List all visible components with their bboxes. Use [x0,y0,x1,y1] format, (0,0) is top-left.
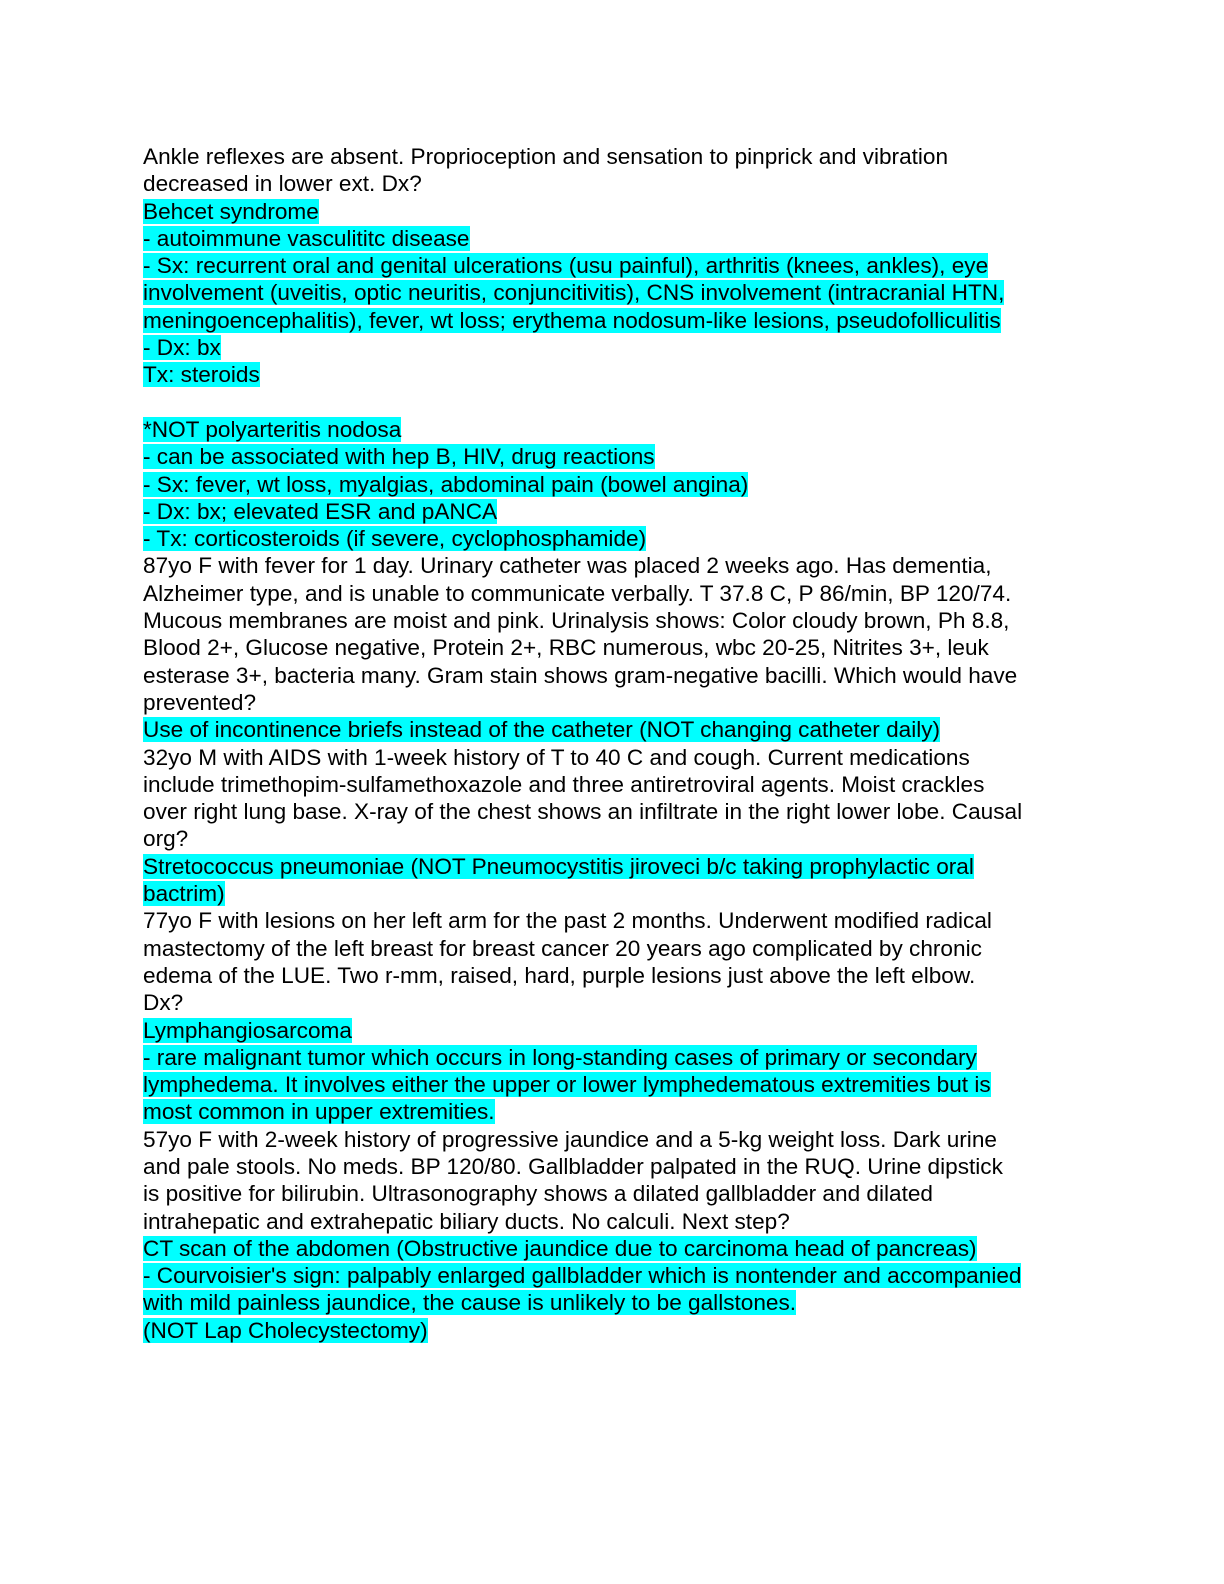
text-line [143,634,1083,661]
line-text: intrahepatic and extrahepatic biliary ducts. No calculi. Next step? [143,1208,790,1234]
text-line [143,1208,1083,1235]
line-text: include trimethopim-sulfamethoxazole and three antiretroviral agents. Moist crackles [143,771,985,797]
line-text: decreased in lower ext. Dx? [143,171,422,197]
text-line [143,689,1083,716]
line-text: and pale stools. No meds. BP 120/80. Gallbladder palpated in the RUQ. Urine dipstick [143,1153,1003,1179]
text-line [143,143,1083,170]
highlighted-text-line [143,1289,1083,1316]
line-text: with mild painless jaundice, the cause is unlikely to be gallstones. [143,1290,797,1316]
line-text: - Courvoisier's sign: palpably enlarged gallbladder which is nontender and accompanied [143,1263,1022,1289]
line-text: Stretococcus pneumoniae (NOT Pneumocystitis jiroveci b/c taking prophylactic oral [143,853,974,879]
line-text: 32yo M with AIDS with 1-week history of T to 40 C and cough. Current medications [143,744,970,770]
line-text: 77yo F with lesions on her left arm for the past 2 months. Underwent modified radical [143,908,992,934]
highlighted-text-line [143,1317,1083,1344]
highlighted-text-line [143,198,1083,225]
text-line [143,825,1083,852]
highlighted-text-line [143,471,1083,498]
line-text: involvement (uveitis, optic neuritis, conjuncitivitis), CNS involvement (intracranial HTN, [143,280,1005,306]
line-text: most common in upper extremities. [143,1099,495,1125]
text-line [143,607,1083,634]
highlighted-text-line [143,853,1083,880]
line-text: Behcet syndrome [143,198,319,224]
document-page [143,143,1083,1344]
line-text: lymphedema. It involves either the upper or lower lymphedematous extremities but is [143,1072,991,1098]
text-line [143,1153,1083,1180]
highlighted-text-line [143,880,1083,907]
line-text: - rare malignant tumor which occurs in long-standing cases of primary or secondary [143,1044,977,1070]
highlighted-text-line [143,279,1083,306]
highlighted-text-line [143,1044,1083,1071]
text-line [143,989,1083,1016]
text-line [143,771,1083,798]
text-line [143,552,1083,579]
line-text: over right lung base. X-ray of the chest shows an infiltrate in the right lower lobe. Causal [143,799,1023,825]
line-text: prevented? [143,689,257,715]
text-line [143,580,1083,607]
line-text: bactrim) [143,881,225,907]
text-line [143,798,1083,825]
highlighted-text-line [143,498,1083,525]
line-text: - autoimmune vasculititc disease [143,225,470,251]
text-line [143,744,1083,771]
blank-line [143,389,1083,416]
line-text: *NOT polyarteritis nodosa [143,416,402,442]
line-text: Mucous membranes are moist and pink. Urinalysis shows: Color cloudy brown, Ph 8.8, [143,608,1010,634]
text-line [143,170,1083,197]
highlighted-text-line [143,443,1083,470]
text-line [143,907,1083,934]
highlighted-text-line [143,416,1083,443]
line-text: Ankle reflexes are absent. Proprioception and sensation to pinprick and vibration [143,144,949,169]
highlighted-text-line [143,525,1083,552]
highlighted-text-line [143,334,1083,361]
text-line [143,1126,1083,1153]
highlighted-text-line [143,307,1083,334]
highlighted-text-line [143,252,1083,279]
line-text: - Tx: corticosteroids (if severe, cyclophosphamide) [143,526,647,552]
line-text: Lymphangiosarcoma [143,1017,352,1043]
line-text: mastectomy of the left breast for breast cancer 20 years ago complicated by chronic [143,935,982,961]
highlighted-text-line [143,1071,1083,1098]
highlighted-text-line [143,1262,1083,1289]
line-text: (NOT Lap Cholecystectomy) [143,1317,428,1343]
line-text: 57yo F with 2-week history of progressive jaundice and a 5-kg weight loss. Dark urine [143,1126,997,1152]
line-text: meningoencephalitis), fever, wt loss; erythema nodosum-like lesions, pseudofolliculitis [143,307,1001,333]
highlighted-text-line [143,225,1083,252]
line-text: org? [143,826,189,852]
line-text: - Dx: bx [143,335,221,361]
line-text: - Dx: bx; elevated ESR and pANCA [143,498,498,524]
line-text: is positive for bilirubin. Ultrasonography shows a dilated gallbladder and dilated [143,1181,933,1207]
line-text: Use of incontinence briefs instead of the catheter (NOT changing catheter daily) [143,717,941,743]
line-text: esterase 3+, bacteria many. Gram stain shows gram-negative bacilli. Which would have [143,662,1018,688]
line-text: Tx: steroids [143,362,260,388]
text-line [143,962,1083,989]
text-line [143,935,1083,962]
line-text: 87yo F with fever for 1 day. Urinary catheter was placed 2 weeks ago. Has dementia, [143,553,992,579]
text-line [143,1180,1083,1207]
highlighted-text-line [143,1098,1083,1125]
highlighted-text-line [143,716,1083,743]
line-text: Blood 2+, Glucose negative, Protein 2+, RBC numerous, wbc 20-25, Nitrites 3+, leuk [143,635,989,661]
line-text: - Sx: recurrent oral and genital ulcerations (usu painful), arthritis (knees, ankles), eye [143,253,989,279]
highlighted-text-line [143,1017,1083,1044]
highlighted-text-line [143,361,1083,388]
line-text: Dx? [143,990,184,1016]
highlighted-text-line [143,1235,1083,1262]
line-text: - can be associated with hep B, HIV, drug reactions [143,444,655,470]
text-line [143,662,1083,689]
line-text: edema of the LUE. Two r-mm, raised, hard, purple lesions just above the left elbow. [143,962,976,988]
line-text: - Sx: fever, wt loss, myalgias, abdominal pain (bowel angina) [143,471,749,497]
line-text: CT scan of the abdomen (Obstructive jaundice due to carcinoma head of pancreas) [143,1235,977,1261]
line-text: Alzheimer type, and is unable to communicate verbally. T 37.8 C, P 86/min, BP 120/74. [143,580,1012,606]
